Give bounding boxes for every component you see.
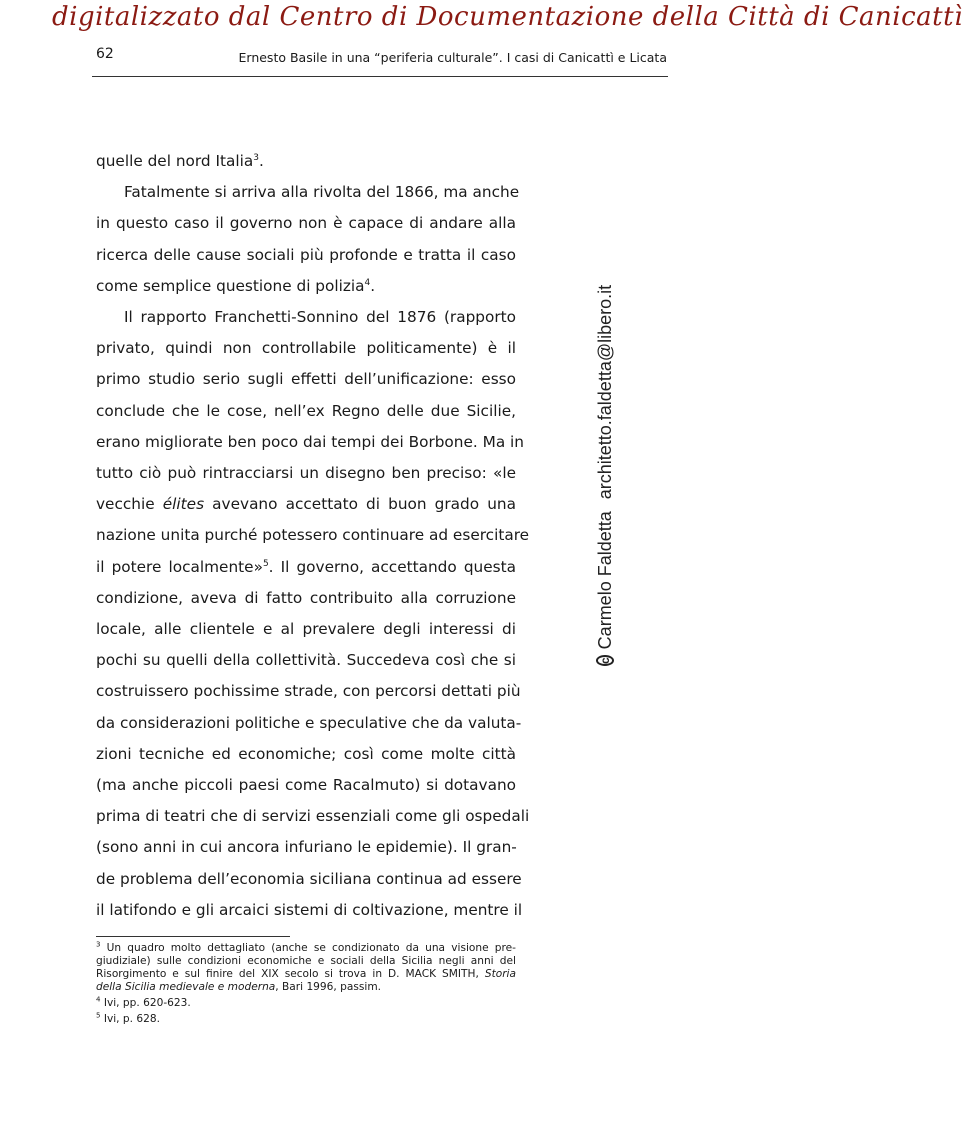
text-line: quelle del nord Italia$^3$. — [96, 152, 264, 170]
footnote-line: giudiziale) sulle condizioni economiche e sociali della Sicilia negli anni del — [96, 955, 516, 967]
text-line: prima di teatri che di servizi essenziali come gli ospedali — [96, 807, 530, 826]
text-line: (sono anni in cui ancora infuriano le epidemie). Il gran- — [96, 838, 517, 857]
text-line: il potere localmente»$^5$. Il governo, accettando questa — [96, 557, 516, 576]
watermark: digitalizzato dal Centro di Documentazione della Città di Canicattì — [52, 2, 963, 32]
text-line: da considerazioni politiche e speculative che da valuta- — [96, 713, 522, 732]
copyright-icon: c — [598, 657, 612, 664]
footnote-ref: 5 — [262, 558, 269, 569]
footnote-line: $^3$ Un quadro molto dettagliato (anche se condizionato da una visione pre- — [96, 940, 516, 954]
text-line: conclude che le cose, nell’ex Regno delle due Sicilie, — [96, 401, 516, 420]
text-line: Fatalmente si arriva alla rivolta del 1866, ma anche — [124, 183, 520, 202]
footnote-4: $^4$ Ivi, pp. 620-623. — [96, 995, 191, 1009]
credit-author: Carmelo Faldetta — [594, 511, 615, 650]
body-text — [96, 146, 530, 926]
text-line: come semplice questione di polizia$^4$. — [96, 276, 376, 295]
text-line: primo studio serio sugli effetti dell’unificazione: esso — [96, 370, 516, 389]
footnote-ref: 4 — [364, 277, 371, 288]
text-line: costruissero pochissime strade, con percorsi dettati più — [96, 682, 521, 701]
footnote-ref: 3 — [253, 152, 259, 163]
text-line: locale, alle clientele e al prevalere degli interessi di — [96, 620, 516, 639]
footnote-rule — [96, 936, 290, 937]
footnote-5: $^5$ Ivi, p. 628. — [96, 1011, 160, 1025]
credit-email: architetto.faldetta@libero.it — [594, 284, 615, 500]
text-line: erano migliorate ben poco dai tempi dei Borbone. Ma in — [96, 432, 525, 451]
text-line: de problema dell’economia siciliana continua ad essere — [96, 869, 522, 888]
header-rule — [92, 76, 668, 77]
text-line: tutto ciò può rintracciarsi un disegno ben preciso: «le — [96, 464, 516, 483]
text-line: ricerca delle cause sociali più profonde e tratta il caso — [96, 245, 516, 264]
text-line: zioni tecniche ed economiche; così come molte città — [96, 744, 516, 763]
footnote-3 — [96, 942, 516, 994]
text-line: (ma anche piccoli paesi come Racalmuto) si dotavano — [96, 776, 516, 795]
text-line: in questo caso il governo non è capace di andare alla — [96, 214, 516, 233]
footnote-line: della Sicilia medievale e moderna, Bari 1996, passim. — [96, 981, 382, 993]
text-line: privato, quindi non controllabile politicamente) è il — [96, 339, 516, 358]
text-line: condizione, aveva di fatto contribuito alla corruzione — [96, 588, 516, 607]
page-number: 62 — [96, 46, 114, 62]
footnotes — [96, 942, 516, 1029]
text-line: vecchie élites avevano accettato di buon grado una — [96, 495, 516, 514]
text-line: Il rapporto Franchetti-Sonnino del 1876 (rapporto — [124, 308, 516, 327]
side-credit — [590, 284, 620, 666]
text-line: pochi su quelli della collettività. Succedeva così che si — [96, 651, 516, 670]
text-line: il latifondo e gli arcaici sistemi di coltivazione, mentre il — [96, 900, 523, 919]
text-line: nazione unita purché potessero continuare ad esercitare — [96, 526, 530, 545]
footnote-line: Risorgimento e sul finire del XIX secolo si trova in D. MACK SMITH, Storia — [96, 968, 516, 980]
running-title: Ernesto Basile in una “periferia culturale”. I casi di Canicattì e Licata — [238, 50, 667, 65]
